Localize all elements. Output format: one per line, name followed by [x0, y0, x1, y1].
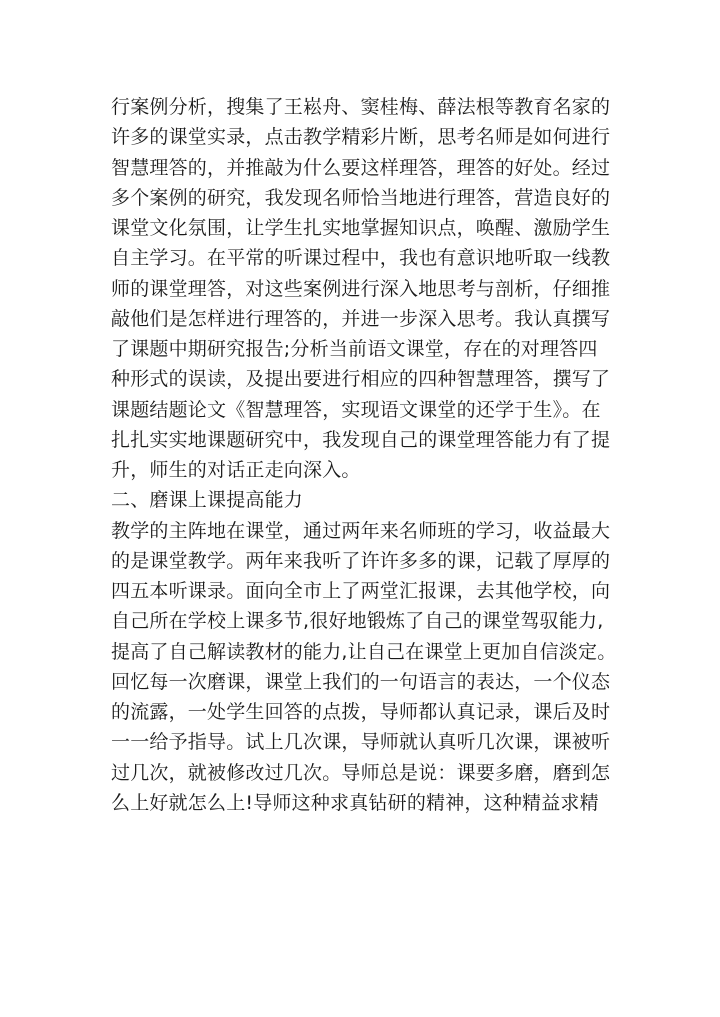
text-line-8: 敲他们是怎样进行理答的，并进一步深入思考。我认真撰写 [111, 307, 611, 330]
text-line-19: 提高了自己解读教材的能力,让自己在课堂上更加自信淡定。 [111, 640, 617, 663]
text-line-4: 多个案例的研究，我发现名师恰当地进行理答，营造良好的 [111, 186, 611, 209]
text-line-24: 么上好就怎么上!导师这种求真钻研的精神，这种精益求精 [111, 791, 599, 814]
text-line-3: 智慧理答的，并推敲为什么要这样理答，理答的好处。经过 [111, 156, 611, 179]
section-heading: 二、磨课上课提高能力 [111, 489, 304, 512]
text-line-1: 行案例分析，搜集了王崧舟、窦桂梅、薛法根等教育名家的 [111, 96, 611, 118]
text-line-21: 的流露，一处学生回答的点拨，导师都认真记录，课后及时 [111, 701, 611, 723]
text-line-11: 课题结题论文《智慧理答，实现语文课堂的还学于生》。在 [111, 398, 601, 421]
text-line-23: 过几次，就被修改过几次。导师总是说：课要多磨，磨到怎 [111, 761, 611, 784]
text-line-7: 师的课堂理答，对这些案例进行深入地思考与剖析，仔细推 [111, 277, 611, 300]
text-line-6: 自主学习。在平常的听课过程中，我也有意识地听取一线教 [111, 247, 611, 270]
text-line-12: 扎扎实实地课题研究中，我发现自己的课堂理答能力有了提 [111, 428, 611, 451]
text-line-5: 课堂文化氛围，让学生扎实地掌握知识点，唤醒、激励学生 [111, 217, 611, 239]
text-line-2: 许多的课堂实录，点击教学精彩片断，思考名师是如何进行 [111, 126, 611, 149]
text-line-18: 自己所在学校上课多节,很好地锻炼了自己的课堂驾驭能力, [111, 610, 604, 633]
text-line-10: 种形式的误读，及提出要进行相应的四种智慧理答，撰写了 [111, 368, 611, 391]
text-line-15: 教学的主阵地在课堂，通过两年来名师班的学习，收益最大 [111, 519, 611, 542]
body-text [111, 92, 617, 818]
text-line-13: 升，师生的对话正走向深入。 [111, 459, 361, 481]
text-line-20: 回忆每一次磨课，课堂上我们的一句语言的表达，一个仪态 [111, 670, 611, 693]
text-line-22: 一一给予指导。试上几次课，导师就认真听几次课，课被听 [111, 731, 611, 754]
text-line-17: 四五本听课录。面向全市上了两堂汇报课，去其他学校，向 [111, 580, 611, 602]
text-line-9: 了课题中期研究报告;分析当前语文课堂，存在的对理答四 [111, 338, 598, 360]
text-line-16: 的是课堂教学。两年来我听了许许多多的课，记载了厚厚的 [111, 549, 611, 572]
